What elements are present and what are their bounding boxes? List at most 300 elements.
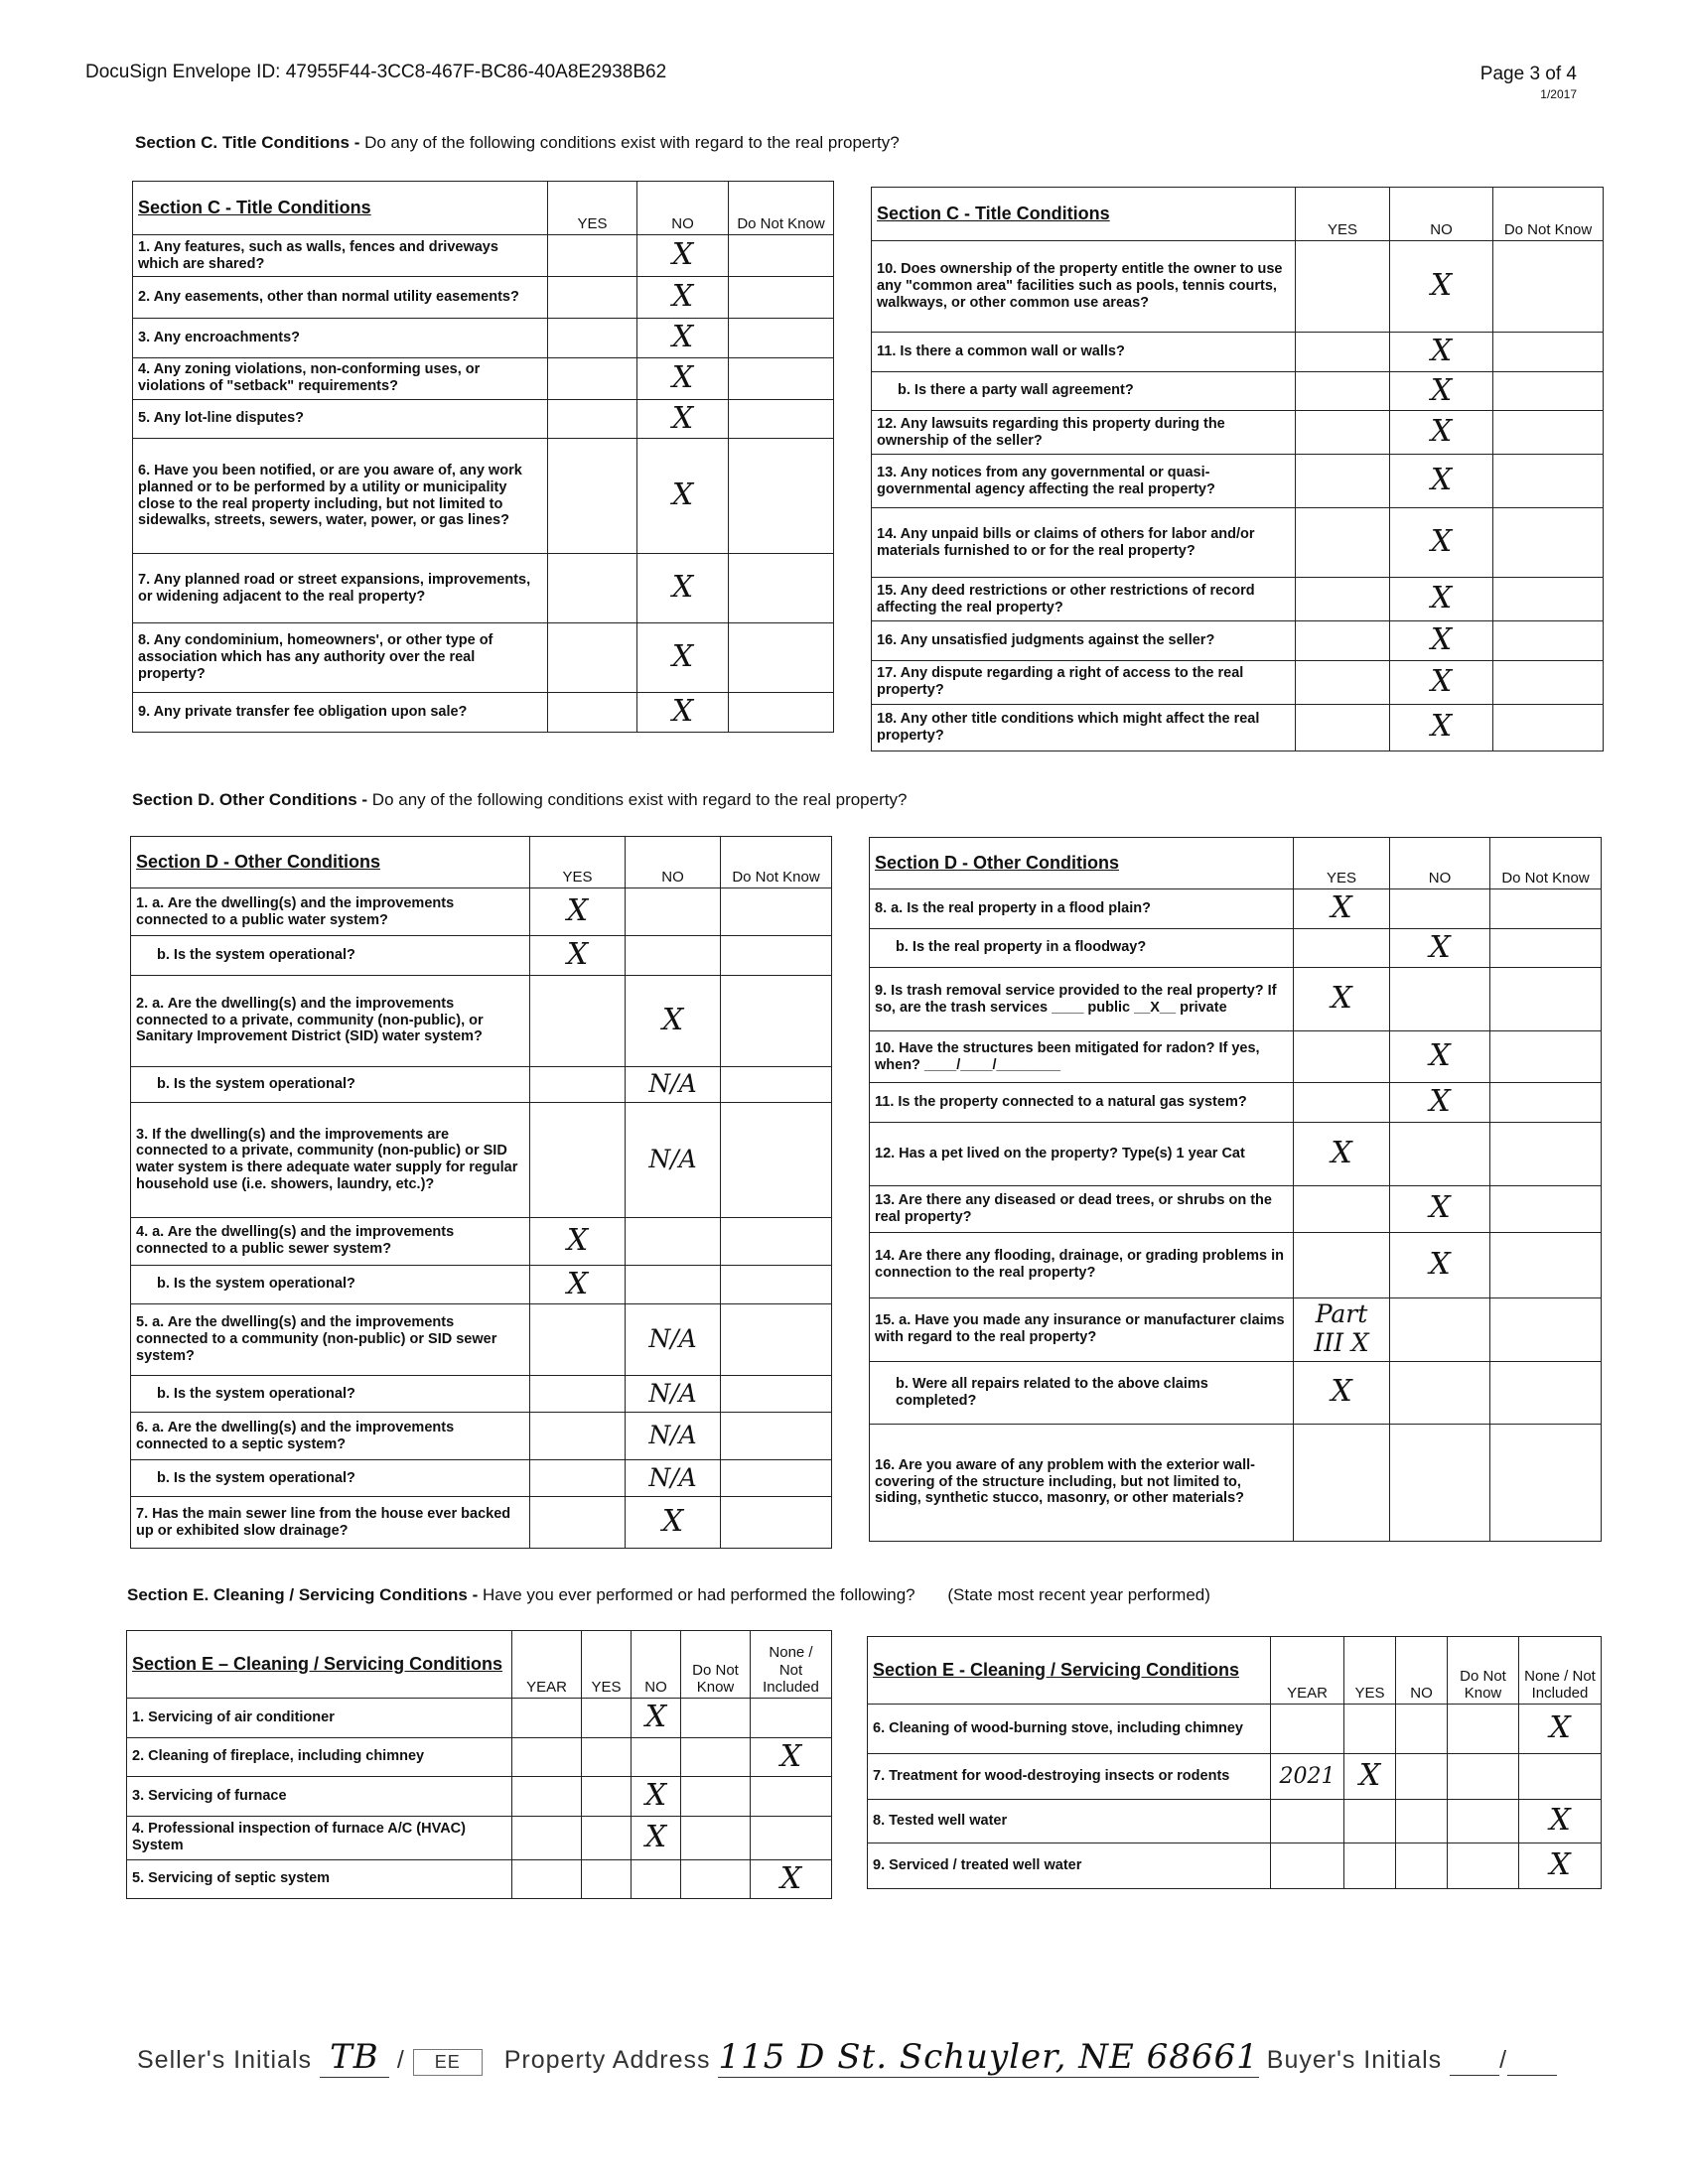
answer-no-cell[interactable] bbox=[1396, 1843, 1448, 1889]
section-e-prompt: Have you ever performed or had performed the following? bbox=[483, 1585, 915, 1604]
question-text: 12. Has a pet lived on the property? Type(s) 1 year Cat bbox=[870, 1122, 1294, 1185]
question-text: 5. Servicing of septic system bbox=[127, 1859, 512, 1899]
section-c-heading bbox=[135, 133, 900, 153]
answer-dnk-cell[interactable] bbox=[1493, 621, 1604, 661]
answer-year-cell[interactable] bbox=[512, 1737, 582, 1777]
answer-none-cell[interactable]: X bbox=[751, 1859, 832, 1899]
answer-none-cell[interactable] bbox=[751, 1777, 832, 1817]
answer-yes-cell[interactable] bbox=[1294, 928, 1390, 968]
answer-dnk-cell[interactable] bbox=[729, 693, 834, 733]
answer-no-cell[interactable]: X bbox=[637, 623, 729, 693]
answer-no-cell[interactable]: N/A bbox=[626, 1376, 721, 1413]
answer-no-cell[interactable]: N/A bbox=[626, 1102, 721, 1217]
table-row bbox=[872, 578, 1604, 621]
answer-no-cell[interactable]: N/A bbox=[626, 1304, 721, 1376]
answer-no-cell[interactable]: X bbox=[1390, 371, 1493, 411]
answer-yes-cell[interactable]: X bbox=[1294, 968, 1390, 1031]
answer-no-cell[interactable]: X bbox=[637, 235, 729, 277]
answer-dnk-cell[interactable] bbox=[721, 1265, 832, 1304]
question-text: b. Is there a party wall agreement? bbox=[872, 371, 1296, 411]
answer-no-cell[interactable]: X bbox=[1390, 333, 1493, 372]
answer-dnk-cell[interactable] bbox=[1490, 1424, 1602, 1541]
answer-yes-cell[interactable] bbox=[530, 1102, 626, 1217]
answer-dnk-cell[interactable] bbox=[1490, 1297, 1602, 1361]
question-text: 10. Does ownership of the property entitle the owner to use any "common area" facilities such as pools, tennis courts, walkways, or other common use areas? bbox=[872, 241, 1296, 333]
col-yes: YES bbox=[582, 1631, 632, 1699]
answer-no-cell[interactable]: X bbox=[1390, 928, 1490, 968]
section-e-note: (State most recent year performed) bbox=[947, 1585, 1210, 1604]
table-row bbox=[131, 1265, 832, 1304]
question-text: 16. Any unsatisfied judgments against the seller? bbox=[872, 621, 1296, 661]
col-none: None / Not Included bbox=[1519, 1637, 1602, 1705]
answer-dnk-cell[interactable] bbox=[729, 554, 834, 623]
section-d-heading bbox=[132, 790, 907, 810]
section-d-title-right: Section D - Other Conditions bbox=[870, 838, 1294, 889]
answer-year-cell[interactable] bbox=[512, 1699, 582, 1738]
table-row bbox=[872, 455, 1604, 508]
answer-no-cell[interactable]: X bbox=[637, 399, 729, 439]
table-row bbox=[870, 928, 1602, 968]
answer-yes-cell[interactable] bbox=[1344, 1843, 1396, 1889]
table-row bbox=[870, 1122, 1602, 1185]
answer-year-cell[interactable] bbox=[1271, 1705, 1344, 1754]
answer-yes-cell[interactable]: X bbox=[530, 1265, 626, 1304]
answer-dnk-cell[interactable] bbox=[721, 1304, 832, 1376]
answer-dnk-cell[interactable] bbox=[729, 439, 834, 554]
table-row bbox=[870, 1031, 1602, 1083]
answer-dnk-cell[interactable] bbox=[721, 1376, 832, 1413]
answer-yes-cell[interactable] bbox=[1296, 455, 1390, 508]
question-text: b. Is the real property in a floodway? bbox=[870, 928, 1294, 968]
answer-none-cell[interactable] bbox=[751, 1816, 832, 1859]
answer-no-cell[interactable]: N/A bbox=[626, 1460, 721, 1497]
question-text: 10. Have the structures been mitigated for radon? If yes, when? ____/____/________ bbox=[870, 1031, 1294, 1083]
answer-dnk-cell[interactable] bbox=[681, 1777, 751, 1817]
question-text: 13. Any notices from any governmental or quasi-governmental agency affecting the real property? bbox=[872, 455, 1296, 508]
table-row bbox=[868, 1754, 1602, 1800]
answer-year-cell[interactable] bbox=[512, 1777, 582, 1817]
answer-no-cell[interactable]: X bbox=[626, 1497, 721, 1549]
section-e-title-right: Section E - Cleaning / Servicing Conditions bbox=[868, 1637, 1271, 1705]
answer-no-cell[interactable] bbox=[626, 888, 721, 936]
table-row bbox=[133, 439, 834, 554]
question-text: b. Is the system operational? bbox=[131, 1460, 530, 1497]
answer-yes-cell[interactable] bbox=[1296, 660, 1390, 704]
answer-no-cell[interactable] bbox=[626, 1217, 721, 1265]
section-c-heading-label: Section C. Title Conditions - bbox=[135, 133, 360, 152]
section-c-prompt: Do any of the following conditions exist with regard to the real property? bbox=[364, 133, 900, 152]
answer-dnk-cell[interactable] bbox=[1448, 1705, 1519, 1754]
col-dnk: Do Not Know bbox=[1493, 188, 1604, 241]
question-text: 8. Any condominium, homeowners', or other type of association which has any authority over the real property? bbox=[133, 623, 548, 693]
buyers-initials-label: Buyer's Initials bbox=[1266, 2046, 1443, 2074]
buyer-initials-separator: / bbox=[1499, 2046, 1508, 2074]
answer-dnk-cell[interactable] bbox=[721, 1497, 832, 1549]
question-text: 6. Cleaning of wood-burning stove, including chimney bbox=[868, 1705, 1271, 1754]
col-dnk: Do Not Know bbox=[681, 1631, 751, 1699]
question-text: b. Is the system operational? bbox=[131, 1376, 530, 1413]
answer-dnk-cell[interactable] bbox=[1490, 1185, 1602, 1232]
question-text: 2. Cleaning of fireplace, including chimney bbox=[127, 1737, 512, 1777]
answer-no-cell[interactable]: X bbox=[632, 1777, 681, 1817]
form-version: 1/2017 bbox=[1540, 87, 1577, 101]
answer-dnk-cell[interactable] bbox=[681, 1737, 751, 1777]
question-text: 5. a. Are the dwelling(s) and the improvements connected to a community (non-public) or SID sewer system? bbox=[131, 1304, 530, 1376]
answer-yes-cell[interactable] bbox=[1344, 1800, 1396, 1843]
answer-no-cell[interactable] bbox=[1390, 1122, 1490, 1185]
answer-no-cell[interactable]: X bbox=[637, 693, 729, 733]
answer-dnk-cell[interactable] bbox=[721, 1217, 832, 1265]
answer-year-cell[interactable] bbox=[512, 1859, 582, 1899]
answer-no-cell[interactable]: X bbox=[1390, 621, 1493, 661]
table-row bbox=[870, 1361, 1602, 1424]
answer-yes-cell[interactable] bbox=[582, 1816, 632, 1859]
answer-dnk-cell[interactable] bbox=[729, 623, 834, 693]
answer-none-cell[interactable]: X bbox=[1519, 1843, 1602, 1889]
answer-year-cell[interactable] bbox=[1271, 1843, 1344, 1889]
table-row bbox=[127, 1737, 832, 1777]
answer-no-cell[interactable] bbox=[632, 1737, 681, 1777]
answer-dnk-cell[interactable] bbox=[721, 936, 832, 976]
answer-yes-cell[interactable] bbox=[548, 554, 637, 623]
section-e-table-right bbox=[867, 1636, 1602, 1889]
col-no: NO bbox=[632, 1631, 681, 1699]
answer-no-cell[interactable] bbox=[1390, 1361, 1490, 1424]
property-address-label: Property Address bbox=[503, 2046, 711, 2074]
table-row bbox=[868, 1705, 1602, 1754]
table-row bbox=[131, 1460, 832, 1497]
question-text: 15. Any deed restrictions or other restrictions of record affecting the real property? bbox=[872, 578, 1296, 621]
answer-yes-cell[interactable]: X bbox=[530, 936, 626, 976]
answer-dnk-cell[interactable] bbox=[1448, 1754, 1519, 1800]
table-row bbox=[868, 1843, 1602, 1889]
answer-no-cell[interactable]: X bbox=[637, 439, 729, 554]
page-number: Page 3 of 4 bbox=[1479, 64, 1577, 84]
answer-dnk-cell[interactable] bbox=[1490, 1122, 1602, 1185]
answer-no-cell[interactable] bbox=[1390, 968, 1490, 1031]
table-row bbox=[872, 508, 1604, 578]
table-row bbox=[133, 399, 834, 439]
answer-no-cell[interactable]: X bbox=[632, 1699, 681, 1738]
answer-no-cell[interactable]: X bbox=[1390, 1031, 1490, 1083]
answer-yes-cell[interactable] bbox=[530, 975, 626, 1066]
answer-yes-cell[interactable] bbox=[548, 693, 637, 733]
col-year: YEAR bbox=[512, 1631, 582, 1699]
answer-dnk-cell[interactable] bbox=[1493, 578, 1604, 621]
col-dnk: Do Not Know bbox=[721, 837, 832, 888]
table-row bbox=[872, 241, 1604, 333]
answer-no-cell[interactable] bbox=[1396, 1800, 1448, 1843]
answer-yes-cell[interactable] bbox=[1294, 1232, 1390, 1297]
question-text: 4. a. Are the dwelling(s) and the improvements connected to a public sewer system? bbox=[131, 1217, 530, 1265]
answer-dnk-cell[interactable] bbox=[1490, 968, 1602, 1031]
answer-no-cell[interactable]: X bbox=[626, 975, 721, 1066]
table-row bbox=[131, 1497, 832, 1549]
answer-yes-cell[interactable] bbox=[1294, 1424, 1390, 1541]
question-text: 9. Serviced / treated well water bbox=[868, 1843, 1271, 1889]
question-text: 15. a. Have you made any insurance or manufacturer claims with regard to the real property? bbox=[870, 1297, 1294, 1361]
table-row bbox=[131, 1413, 832, 1460]
answer-yes-cell[interactable] bbox=[1294, 1185, 1390, 1232]
section-e-table-left bbox=[126, 1630, 832, 1899]
answer-yes-cell[interactable] bbox=[582, 1737, 632, 1777]
answer-dnk-cell[interactable] bbox=[721, 1102, 832, 1217]
answer-dnk-cell[interactable] bbox=[1493, 704, 1604, 751]
question-text: b. Is the system operational? bbox=[131, 936, 530, 976]
col-none: None / Not Included bbox=[751, 1631, 832, 1699]
question-text: 7. Has the main sewer line from the house ever backed up or exhibited slow drainage? bbox=[131, 1497, 530, 1549]
answer-dnk-cell[interactable] bbox=[1493, 241, 1604, 333]
answer-yes-cell[interactable] bbox=[548, 357, 637, 399]
question-text: 17. Any dispute regarding a right of access to the real property? bbox=[872, 660, 1296, 704]
table-row bbox=[127, 1816, 832, 1859]
answer-yes-cell[interactable] bbox=[548, 319, 637, 358]
answer-dnk-cell[interactable] bbox=[729, 277, 834, 319]
answer-dnk-cell[interactable] bbox=[1490, 1361, 1602, 1424]
col-yes: YES bbox=[1344, 1637, 1396, 1705]
table-row bbox=[133, 623, 834, 693]
answer-none-cell[interactable]: X bbox=[751, 1737, 832, 1777]
answer-yes-cell[interactable] bbox=[1296, 333, 1390, 372]
question-text: 4. Any zoning violations, non-conforming uses, or violations of "setback" requirements? bbox=[133, 357, 548, 399]
answer-no-cell[interactable] bbox=[1390, 1297, 1490, 1361]
answer-no-cell[interactable] bbox=[632, 1859, 681, 1899]
answer-no-cell[interactable]: N/A bbox=[626, 1066, 721, 1102]
answer-no-cell[interactable]: X bbox=[1390, 660, 1493, 704]
col-no: NO bbox=[1390, 838, 1490, 889]
table-row bbox=[131, 975, 832, 1066]
section-c-title: Section C - Title Conditions bbox=[133, 182, 548, 235]
answer-dnk-cell[interactable] bbox=[729, 399, 834, 439]
answer-no-cell[interactable]: X bbox=[1390, 508, 1493, 578]
buyer-initials-1[interactable] bbox=[1450, 2046, 1499, 2076]
table-row bbox=[872, 621, 1604, 661]
answer-yes-cell[interactable] bbox=[1296, 621, 1390, 661]
table-row bbox=[870, 1297, 1602, 1361]
answer-yes-cell[interactable] bbox=[548, 277, 637, 319]
answer-no-cell[interactable]: X bbox=[632, 1816, 681, 1859]
answer-year-cell[interactable]: 2021 bbox=[1271, 1754, 1344, 1800]
question-text: 13. Are there any diseased or dead trees, or shrubs on the real property? bbox=[870, 1185, 1294, 1232]
table-row bbox=[872, 333, 1604, 372]
answer-dnk-cell[interactable] bbox=[1490, 1083, 1602, 1123]
answer-yes-cell[interactable] bbox=[530, 1460, 626, 1497]
answer-dnk-cell[interactable] bbox=[1490, 1031, 1602, 1083]
col-dnk: Do Not Know bbox=[1448, 1637, 1519, 1705]
answer-no-cell[interactable]: X bbox=[1390, 578, 1493, 621]
answer-none-cell[interactable]: X bbox=[1519, 1705, 1602, 1754]
page-indicator bbox=[1480, 64, 1577, 101]
section-c-title-right: Section C - Title Conditions bbox=[872, 188, 1296, 241]
table-row bbox=[127, 1777, 832, 1817]
table-row bbox=[870, 1083, 1602, 1123]
answer-yes-cell[interactable] bbox=[530, 1497, 626, 1549]
answer-yes-cell[interactable]: X bbox=[1294, 889, 1390, 929]
answer-yes-cell[interactable] bbox=[1294, 1083, 1390, 1123]
question-text: 1. Any features, such as walls, fences and driveways which are shared? bbox=[133, 235, 548, 277]
answer-dnk-cell[interactable] bbox=[721, 888, 832, 936]
question-text: 11. Is there a common wall or walls? bbox=[872, 333, 1296, 372]
answer-yes-cell[interactable] bbox=[582, 1699, 632, 1738]
section-e-title: Section E – Cleaning / Servicing Conditions bbox=[127, 1631, 512, 1699]
col-year: YEAR bbox=[1271, 1637, 1344, 1705]
answer-yes-cell[interactable] bbox=[582, 1777, 632, 1817]
table-row bbox=[131, 888, 832, 936]
answer-dnk-cell[interactable] bbox=[1448, 1843, 1519, 1889]
answer-no-cell[interactable] bbox=[1390, 1424, 1490, 1541]
answer-yes-cell[interactable]: X bbox=[1294, 1361, 1390, 1424]
answer-yes-cell[interactable] bbox=[548, 439, 637, 554]
seller-initials-1[interactable]: TB bbox=[320, 2037, 389, 2078]
answer-year-cell[interactable] bbox=[1271, 1800, 1344, 1843]
col-no: NO bbox=[637, 182, 729, 235]
answer-yes-cell[interactable] bbox=[1296, 241, 1390, 333]
answer-none-cell[interactable] bbox=[751, 1699, 832, 1738]
answer-no-cell[interactable] bbox=[1390, 889, 1490, 929]
answer-dnk-cell[interactable] bbox=[1493, 455, 1604, 508]
answer-yes-cell[interactable]: X bbox=[1294, 1122, 1390, 1185]
answer-dnk-cell[interactable] bbox=[681, 1816, 751, 1859]
answer-dnk-cell[interactable] bbox=[721, 975, 832, 1066]
answer-yes-cell[interactable] bbox=[1344, 1705, 1396, 1754]
answer-yes-cell[interactable] bbox=[548, 235, 637, 277]
question-text: 9. Any private transfer fee obligation upon sale? bbox=[133, 693, 548, 733]
answer-dnk-cell[interactable] bbox=[729, 319, 834, 358]
table-row bbox=[870, 968, 1602, 1031]
table-row bbox=[131, 1217, 832, 1265]
answer-none-cell[interactable] bbox=[1519, 1754, 1602, 1800]
table-row bbox=[133, 357, 834, 399]
seller-initials-2[interactable]: EE bbox=[413, 2049, 483, 2076]
table-row bbox=[872, 411, 1604, 455]
question-text: 7. Any planned road or street expansions, improvements, or widening adjacent to the real property? bbox=[133, 554, 548, 623]
buyer-initials-2[interactable] bbox=[1507, 2046, 1557, 2076]
answer-yes-cell[interactable]: X bbox=[1344, 1754, 1396, 1800]
answer-year-cell[interactable] bbox=[512, 1816, 582, 1859]
question-text: 1. Servicing of air conditioner bbox=[127, 1699, 512, 1738]
answer-no-cell[interactable]: X bbox=[637, 277, 729, 319]
answer-yes-cell[interactable] bbox=[530, 1066, 626, 1102]
table-row bbox=[131, 1376, 832, 1413]
answer-no-cell[interactable] bbox=[1396, 1705, 1448, 1754]
answer-dnk-cell[interactable] bbox=[681, 1859, 751, 1899]
answer-no-cell[interactable]: X bbox=[1390, 1083, 1490, 1123]
answer-no-cell[interactable]: N/A bbox=[626, 1413, 721, 1460]
answer-no-cell[interactable]: X bbox=[1390, 455, 1493, 508]
answer-no-cell[interactable]: X bbox=[637, 357, 729, 399]
table-row bbox=[131, 1304, 832, 1376]
answer-no-cell[interactable]: X bbox=[637, 319, 729, 358]
answer-yes-cell[interactable] bbox=[1296, 508, 1390, 578]
answer-dnk-cell[interactable] bbox=[1493, 333, 1604, 372]
section-e-heading-label: Section E. Cleaning / Servicing Conditions - bbox=[127, 1585, 479, 1604]
table-row bbox=[872, 371, 1604, 411]
answer-no-cell[interactable]: X bbox=[1390, 1185, 1490, 1232]
answer-no-cell[interactable]: X bbox=[637, 554, 729, 623]
question-text: b. Is the system operational? bbox=[131, 1066, 530, 1102]
answer-yes-cell[interactable] bbox=[1296, 411, 1390, 455]
footer: Seller's Initials TB / EE Property Address 115 D St. Schuyler, NE 68661 Buyer's Initials / bbox=[137, 2037, 1557, 2078]
answer-dnk-cell[interactable] bbox=[729, 235, 834, 277]
question-text: 18. Any other title conditions which might affect the real property? bbox=[872, 704, 1296, 751]
answer-yes-cell[interactable] bbox=[530, 1413, 626, 1460]
answer-yes-cell[interactable]: X bbox=[530, 1217, 626, 1265]
answer-no-cell[interactable] bbox=[626, 936, 721, 976]
answer-yes-cell[interactable]: X bbox=[530, 888, 626, 936]
question-text: b. Is the system operational? bbox=[131, 1265, 530, 1304]
answer-dnk-cell[interactable] bbox=[721, 1413, 832, 1460]
answer-yes-cell[interactable] bbox=[530, 1376, 626, 1413]
answer-yes-cell[interactable] bbox=[1296, 704, 1390, 751]
answer-dnk-cell[interactable] bbox=[1490, 889, 1602, 929]
question-text: 1. a. Are the dwelling(s) and the improvements connected to a public water system? bbox=[131, 888, 530, 936]
answer-dnk-cell[interactable] bbox=[681, 1699, 751, 1738]
answer-no-cell[interactable]: X bbox=[1390, 1232, 1490, 1297]
answer-yes-cell[interactable] bbox=[1296, 578, 1390, 621]
col-dnk: Do Not Know bbox=[1490, 838, 1602, 889]
answer-no-cell[interactable]: X bbox=[1390, 411, 1493, 455]
table-row bbox=[131, 1066, 832, 1102]
answer-yes-cell[interactable] bbox=[582, 1859, 632, 1899]
question-text: 3. If the dwelling(s) and the improvements are connected to a private, community (non-public) or SID water system is there adequate water supply for regular household use (i.e. showers, laundry, etc.)? bbox=[131, 1102, 530, 1217]
table-row bbox=[868, 1800, 1602, 1843]
answer-none-cell[interactable]: X bbox=[1519, 1800, 1602, 1843]
col-yes: YES bbox=[548, 182, 637, 235]
answer-yes-cell[interactable]: Part III X bbox=[1294, 1297, 1390, 1361]
question-text: 7. Treatment for wood-destroying insects or rodents bbox=[868, 1754, 1271, 1800]
table-row bbox=[133, 554, 834, 623]
answer-dnk-cell[interactable] bbox=[1490, 928, 1602, 968]
question-text: 3. Any encroachments? bbox=[133, 319, 548, 358]
table-row bbox=[133, 693, 834, 733]
section-c-table-right bbox=[871, 187, 1604, 751]
col-yes: YES bbox=[1294, 838, 1390, 889]
answer-yes-cell[interactable] bbox=[548, 399, 637, 439]
answer-no-cell[interactable] bbox=[1396, 1754, 1448, 1800]
answer-yes-cell[interactable] bbox=[1296, 371, 1390, 411]
property-address-value[interactable]: 115 D St. Schuyler, NE 68661 bbox=[718, 2037, 1259, 2077]
question-text: 12. Any lawsuits regarding this property during the ownership of the seller? bbox=[872, 411, 1296, 455]
answer-dnk-cell[interactable] bbox=[1448, 1800, 1519, 1843]
section-e-heading bbox=[127, 1585, 1210, 1605]
answer-no-cell[interactable]: X bbox=[1390, 704, 1493, 751]
answer-dnk-cell[interactable] bbox=[721, 1066, 832, 1102]
question-text: 6. Have you been notified, or are you aware of, any work planned or to be performed by a utility or municipality close to the real property including, but not limited to sidewalks, streets, sewers, water, power, or gas lines? bbox=[133, 439, 548, 554]
answer-yes-cell[interactable] bbox=[530, 1304, 626, 1376]
answer-dnk-cell[interactable] bbox=[1493, 660, 1604, 704]
col-no: NO bbox=[1390, 188, 1493, 241]
answer-dnk-cell[interactable] bbox=[1490, 1232, 1602, 1297]
table-row bbox=[133, 277, 834, 319]
table-row bbox=[870, 1232, 1602, 1297]
question-text: 4. Professional inspection of furnace A/C (HVAC) System bbox=[127, 1816, 512, 1859]
section-d-prompt: Do any of the following conditions exist with regard to the real property? bbox=[371, 790, 908, 809]
answer-dnk-cell[interactable] bbox=[1493, 371, 1604, 411]
question-text: 14. Are there any flooding, drainage, or grading problems in connection to the real property? bbox=[870, 1232, 1294, 1297]
answer-dnk-cell[interactable] bbox=[1493, 411, 1604, 455]
answer-yes-cell[interactable] bbox=[548, 623, 637, 693]
question-text: 6. a. Are the dwelling(s) and the improvements connected to a septic system? bbox=[131, 1413, 530, 1460]
answer-yes-cell[interactable] bbox=[1294, 1031, 1390, 1083]
answer-dnk-cell[interactable] bbox=[1493, 508, 1604, 578]
answer-dnk-cell[interactable] bbox=[721, 1460, 832, 1497]
answer-no-cell[interactable]: X bbox=[1390, 241, 1493, 333]
table-row bbox=[872, 660, 1604, 704]
answer-dnk-cell[interactable] bbox=[729, 357, 834, 399]
col-dnk: Do Not Know bbox=[729, 182, 834, 235]
answer-no-cell[interactable] bbox=[626, 1265, 721, 1304]
table-row bbox=[133, 319, 834, 358]
